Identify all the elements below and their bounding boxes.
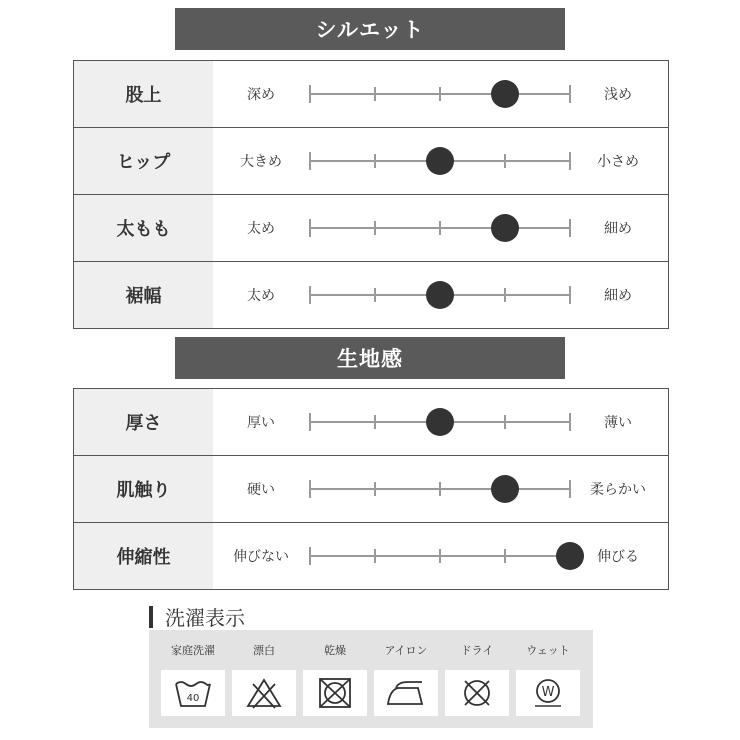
scale-left-label: 硬い xyxy=(247,482,275,498)
scale-area xyxy=(213,262,668,328)
texture-title: 生地感 xyxy=(337,347,403,371)
scale-left-label: 大きめ xyxy=(240,154,282,170)
scale-area xyxy=(213,128,668,194)
scale-area xyxy=(213,195,668,261)
wet-symbol: W xyxy=(541,685,555,700)
row-label: 太もも xyxy=(74,195,213,261)
scale-tick xyxy=(374,482,376,496)
scale-tick xyxy=(504,549,506,563)
scale-marker xyxy=(426,147,454,175)
scale-marker xyxy=(491,214,519,242)
scale-track xyxy=(310,93,570,95)
row-label: 裾幅 xyxy=(74,262,213,328)
scale-tick xyxy=(374,415,376,429)
scale-track xyxy=(310,488,570,490)
scale-left-label: 深め xyxy=(247,87,275,103)
scale-row xyxy=(74,195,668,262)
care-item-iron xyxy=(374,630,438,716)
scale-tick xyxy=(309,480,311,498)
no-dry-clean-icon xyxy=(445,670,509,716)
care-item-dry xyxy=(303,630,367,716)
scale-tick xyxy=(374,221,376,235)
scale-track xyxy=(310,227,570,229)
scale-row xyxy=(74,389,668,456)
scale-left-label: 太め xyxy=(247,221,275,237)
care-heading xyxy=(149,602,245,631)
scale-right-label: 浅め xyxy=(604,87,632,103)
care-item-wet xyxy=(516,630,580,716)
scale-track xyxy=(310,160,570,162)
care-item-bleach xyxy=(232,630,296,716)
scale-right-label: 細め xyxy=(604,288,632,304)
care-label: ドライ xyxy=(460,644,494,657)
scale-tick xyxy=(374,288,376,302)
scale-marker xyxy=(491,475,519,503)
care-label: 乾燥 xyxy=(324,644,346,657)
scale-tick xyxy=(439,549,441,563)
scale-tick xyxy=(504,154,506,168)
scale-right-label: 薄い xyxy=(604,415,632,431)
scale-tick xyxy=(309,85,311,103)
scale-tick xyxy=(374,154,376,168)
scale-tick xyxy=(309,547,311,565)
scale-tick xyxy=(439,221,441,235)
scale-tick xyxy=(439,87,441,101)
scale-left-label: 厚い xyxy=(247,415,275,431)
washtub-40-icon xyxy=(161,670,225,716)
scale-right-label: 柔らかい xyxy=(590,482,646,498)
silhouette-header xyxy=(175,8,565,50)
care-label: ウェット xyxy=(526,644,570,657)
scale-tick xyxy=(309,219,311,237)
scale-track xyxy=(310,294,570,296)
care-item-washing xyxy=(161,630,225,716)
row-label: 肌触り xyxy=(74,456,213,522)
care-label: 漂白 xyxy=(253,644,275,657)
scale-tick xyxy=(309,286,311,304)
scale-area xyxy=(213,389,668,455)
scale-tick xyxy=(309,413,311,431)
scale-right-label: 伸びる xyxy=(597,549,639,565)
scale-tick xyxy=(504,415,506,429)
scale-track xyxy=(310,421,570,423)
row-label: 厚さ xyxy=(74,389,213,455)
texture-table xyxy=(73,388,669,590)
scale-tick xyxy=(439,482,441,496)
scale-tick xyxy=(374,549,376,563)
iron-icon xyxy=(374,670,438,716)
scale-marker xyxy=(426,281,454,309)
scale-right-label: 小さめ xyxy=(597,154,639,170)
scale-marker xyxy=(426,408,454,436)
scale-area xyxy=(213,523,668,589)
silhouette-title: シルエット xyxy=(315,18,425,42)
row-label: 伸縮性 xyxy=(74,523,213,589)
care-label: アイロン xyxy=(384,644,428,657)
scale-marker xyxy=(491,80,519,108)
row-label: ヒップ xyxy=(74,128,213,194)
scale-area xyxy=(213,456,668,522)
row-label: 股上 xyxy=(74,61,213,127)
silhouette-table xyxy=(73,60,669,329)
scale-area xyxy=(213,61,668,127)
care-item-dryclean xyxy=(445,630,509,716)
scale-tick xyxy=(309,152,311,170)
care-title: 洗濯表示 xyxy=(165,606,245,630)
wet-clean-icon xyxy=(516,670,580,716)
no-tumble-dry-icon xyxy=(303,670,367,716)
scale-right-label: 細め xyxy=(604,221,632,237)
heading-bar xyxy=(149,606,153,628)
no-bleach-icon xyxy=(232,670,296,716)
care-label: 家庭洗濯 xyxy=(171,644,215,657)
scale-row xyxy=(74,456,668,523)
scale-row xyxy=(74,523,668,589)
scale-tick xyxy=(504,288,506,302)
scale-left-label: 太め xyxy=(247,288,275,304)
scale-row xyxy=(74,128,668,195)
scale-row xyxy=(74,262,668,328)
scale-left-label: 伸びない xyxy=(233,549,289,565)
scale-tick xyxy=(374,87,376,101)
scale-track xyxy=(310,555,570,557)
wash-temp: 40 xyxy=(186,693,200,704)
texture-header xyxy=(175,337,565,379)
care-panel xyxy=(149,630,593,728)
scale-row xyxy=(74,61,668,128)
